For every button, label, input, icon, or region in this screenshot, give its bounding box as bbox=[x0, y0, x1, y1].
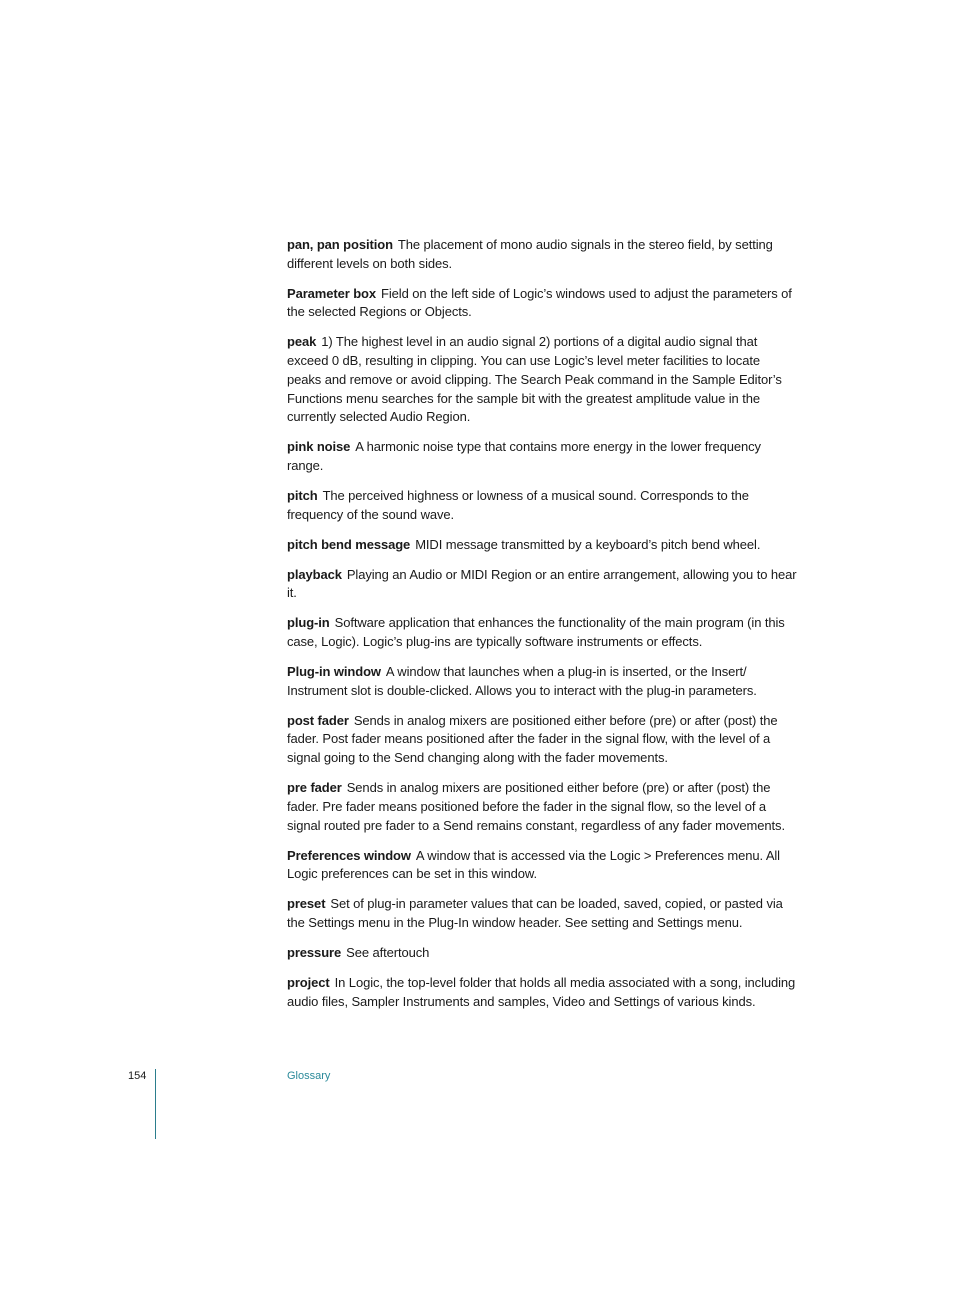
glossary-term: pre fader bbox=[287, 780, 342, 796]
glossary-definition: Set of plug-in parameter values that can be loaded, saved, copied, or pasted via the Settings menu in the Plug-In window header. See setting and Settings menu. bbox=[287, 896, 783, 930]
glossary-definition: A window that is accessed via the Logic > Preferences menu. All Logic preferences can be set in this window. bbox=[287, 847, 780, 882]
glossary-definition: Sends in analog mixers are positioned either before (pre) or after (post) the fader. Pre fader means positioned before the fader in the signal flow, so the level of a signal routed pre fader to a Send remains constant, regardless of any fader movements. bbox=[287, 780, 785, 833]
glossary-definition: The perceived highness or lowness of a musical sound. Corresponds to the frequency of the sound wave. bbox=[287, 487, 749, 522]
glossary-entry bbox=[287, 974, 797, 1011]
glossary-definition: In Logic, the top-level folder that holds all media associated with a song, including audio files, Sampler Instruments and samples, Video and Settings of various kinds. bbox=[287, 974, 796, 1009]
glossary-term: Plug-in window bbox=[287, 664, 381, 680]
glossary-definition: Playing an Audio or MIDI Region or an entire arrangement, allowing you to hear it. bbox=[287, 566, 797, 601]
glossary-term: playback bbox=[287, 566, 342, 582]
glossary-definition: MIDI message transmitted by a keyboard’s pitch bend wheel. bbox=[415, 536, 761, 552]
footer-section-name: Glossary bbox=[287, 1070, 331, 1082]
glossary-entry bbox=[287, 438, 797, 475]
glossary-entry bbox=[287, 614, 797, 651]
glossary-definition: See aftertouch bbox=[346, 944, 430, 960]
glossary-entry bbox=[287, 333, 797, 427]
glossary-entry bbox=[287, 236, 797, 273]
glossary-definition: Field on the left side of Logic’s windows used to adjust the parameters of the selected Regions or Objects. bbox=[287, 285, 792, 320]
glossary-entry bbox=[287, 712, 797, 768]
glossary-definition: 1) The highest level in an audio signal 2) portions of a digital audio signal that exceed 0 dB, resulting in clipping. You can use Logic’s level meter facilities to locate peaks and remove or avoid clipping. The Search Peak command in the Sample Editor’s Functions menu searches for the sample bit with the greatest amplitude value in the currently selected Audio Region. bbox=[287, 334, 782, 425]
glossary-term: preset bbox=[287, 896, 326, 912]
glossary-entry bbox=[287, 895, 797, 932]
glossary-term: pan, pan position bbox=[287, 237, 393, 252]
glossary-term: Preferences window bbox=[287, 847, 411, 863]
footer-divider bbox=[155, 1069, 156, 1139]
glossary-entry bbox=[287, 285, 797, 322]
glossary-term: Parameter box bbox=[287, 285, 377, 301]
glossary-entry bbox=[287, 536, 797, 555]
glossary-entry bbox=[287, 566, 797, 603]
glossary-term: pink noise bbox=[287, 439, 351, 455]
glossary-term: pitch bend message bbox=[287, 536, 411, 552]
glossary-definition: A window that launches when a plug-in is inserted, or the Insert/ Instrument slot is double-clicked. Allows you to interact with the plug-in parameters. bbox=[287, 664, 757, 698]
glossary-term: plug-in bbox=[287, 615, 330, 631]
glossary-term: peak bbox=[287, 334, 317, 350]
glossary-term: pressure bbox=[287, 944, 342, 960]
glossary-term: project bbox=[287, 974, 330, 990]
glossary-entry bbox=[287, 847, 797, 884]
glossary-entries bbox=[287, 236, 797, 1023]
glossary-entry bbox=[287, 779, 797, 835]
glossary-entry bbox=[287, 663, 797, 700]
glossary-term: pitch bbox=[287, 487, 318, 503]
glossary-definition: A harmonic noise type that contains more energy in the lower frequency range. bbox=[287, 439, 761, 473]
glossary-entry bbox=[287, 944, 797, 963]
page-number: 154 bbox=[128, 1070, 147, 1082]
glossary-term: post fader bbox=[287, 712, 349, 728]
glossary-definition: Software application that enhances the functionality of the main program (in this case, Logic). Logic’s plug-ins are typically software instruments or effects. bbox=[287, 615, 785, 650]
glossary-entry bbox=[287, 487, 797, 524]
glossary-definition: The placement of mono audio signals in the stereo field, by setting different levels on both sides. bbox=[287, 237, 773, 271]
glossary-definition: Sends in analog mixers are positioned either before (pre) or after (post) the fader. Post fader means positioned after the fader in the signal flow, with the level of a signal going to the Send changing along with the fader movements. bbox=[287, 712, 778, 766]
